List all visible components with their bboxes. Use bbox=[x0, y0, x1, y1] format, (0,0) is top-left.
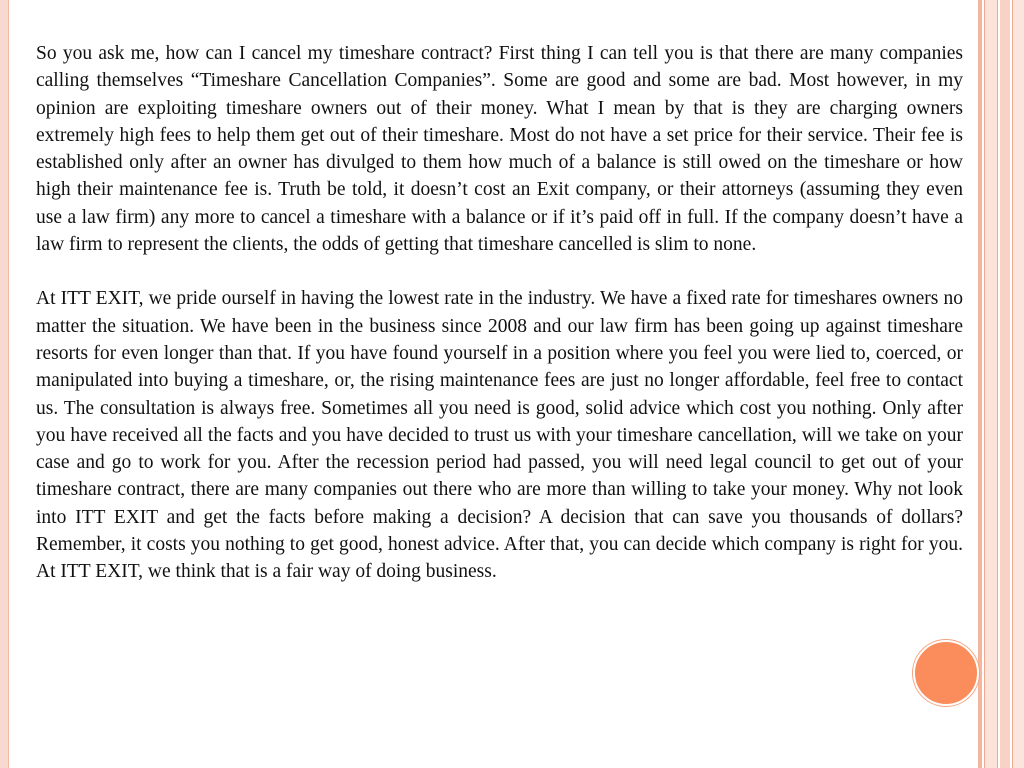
right-border-decoration bbox=[978, 0, 1024, 768]
left-border-stripe bbox=[0, 0, 9, 768]
right-stripe-2 bbox=[984, 0, 998, 768]
right-stripe-1 bbox=[978, 0, 982, 768]
paragraph-2: At ITT EXIT, we pride ourself in having the lowest rate in the industry. We have a fixed rate for timeshares owners no matter the situation. We have been in the business since 2008 and our law firm has been going up against timeshare resorts for even longer than that. If you have found yourself in a position where you feel you were lied to, coerced, or manipulated into buying a timeshare, or, the rising maintenance fees are just no longer affordable, feel free to contact us. The consultation is always free. Sometimes all you need is good, solid advice which cost you nothing. Only after you have received all the facts and you have decided to trust us with your timeshare cancellation, will we take on your case and go to work for you. After the recession period had passed, you will need legal council to get out of your timeshare contract, there are many companies out there who are more than willing to take your money. Why not look into ITT EXIT and get the facts before making a decision? A decision that can save you thousands of dollars? Remember, it costs you nothing to get good, honest advice. After that, you can decide which company is right for you. At ITT EXIT, we think that is a fair way of doing business. bbox=[36, 288, 963, 583]
paragraph-1: So you ask me, how can I cancel my timeshare contract? First thing I can tell you is that there are many companies calling themselves “Timeshare Cancellation Companies”. Some are good and some are bad. Most however, in my opinion are exploiting timeshare owners out of their money. What I mean by that is they are charging owners extremely high fees to help them get out of their timeshare. Most do not have a set price for their service. Their fee is established only after an owner has divulged to them how much of a balance is still owed on the timeshare or how high their maintenance fee is. Truth be told, it doesn’t cost an Exit company, or their attorneys (assuming they even use a law firm) any more to cancel a timeshare with a balance or if it’s paid off in full. If the company doesn’t have a law firm to represent the clients, the odds of getting that timeshare cancelled is slim to none. bbox=[36, 43, 963, 256]
right-stripe-3 bbox=[1000, 0, 1010, 768]
orange-circle-decoration bbox=[913, 640, 979, 706]
right-stripe-4 bbox=[1012, 0, 1024, 768]
slide-body-text bbox=[36, 40, 963, 613]
